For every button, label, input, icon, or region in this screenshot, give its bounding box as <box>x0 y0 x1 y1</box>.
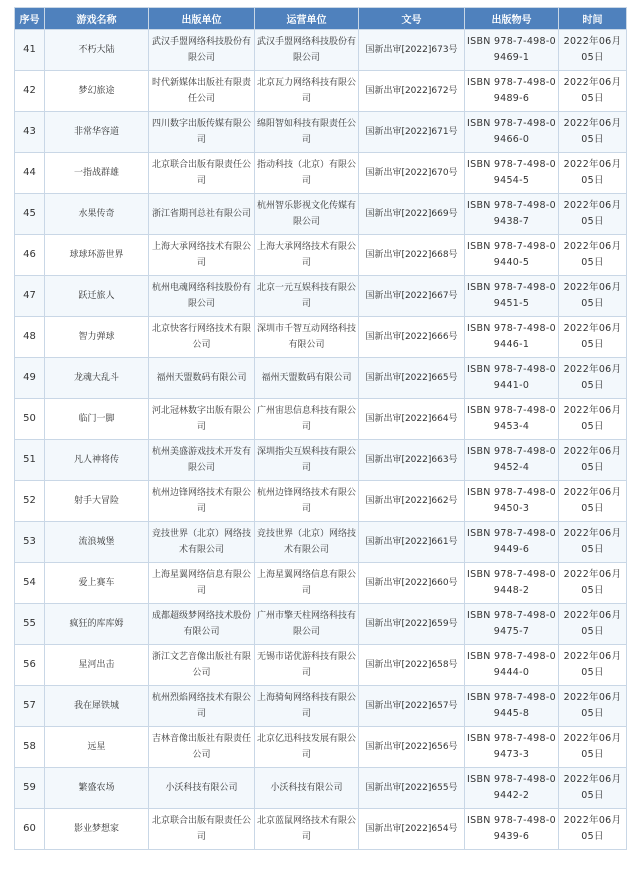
cell-isbn: ISBN 978-7-498-09489-6 <box>465 71 559 112</box>
cell-isbn: ISBN 978-7-498-09469-1 <box>465 30 559 71</box>
cell-serial-number: 44 <box>15 153 45 194</box>
cell-operator: 上海星翼网络信息有限公司 <box>255 563 359 604</box>
cell-serial-number: 57 <box>15 686 45 727</box>
cell-operator: 杭州智乐影视文化传媒有限公司 <box>255 194 359 235</box>
cell-approval-number: 国新出审[2022]658号 <box>359 645 465 686</box>
cell-date: 2022年06月05日 <box>559 727 627 768</box>
cell-operator: 武汉手盟网络科技股份有限公司 <box>255 30 359 71</box>
cell-game-name: 疯狂的库库姆 <box>45 604 149 645</box>
cell-game-name: 远星 <box>45 727 149 768</box>
header-game-name: 游戏名称 <box>45 8 149 30</box>
cell-serial-number: 42 <box>15 71 45 112</box>
cell-isbn: ISBN 978-7-498-09440-5 <box>465 235 559 276</box>
cell-isbn: ISBN 978-7-498-09475-7 <box>465 604 559 645</box>
table-row <box>15 563 627 604</box>
cell-date: 2022年06月05日 <box>559 112 627 153</box>
cell-isbn: ISBN 978-7-498-09451-5 <box>465 276 559 317</box>
cell-game-name: 影业梦想家 <box>45 809 149 850</box>
cell-publisher: 杭州电魂网络科技股份有限公司 <box>149 276 255 317</box>
cell-game-name: 不朽大陆 <box>45 30 149 71</box>
cell-operator: 深圳指尖互娱科技有限公司 <box>255 440 359 481</box>
cell-operator: 北京亿迅科技发展有限公司 <box>255 727 359 768</box>
game-approval-table <box>14 7 627 850</box>
header-serial-number: 序号 <box>15 8 45 30</box>
cell-serial-number: 54 <box>15 563 45 604</box>
table-row <box>15 686 627 727</box>
header-publisher: 出版单位 <box>149 8 255 30</box>
cell-serial-number: 55 <box>15 604 45 645</box>
cell-game-name: 一指战群雄 <box>45 153 149 194</box>
table-row <box>15 727 627 768</box>
cell-date: 2022年06月05日 <box>559 481 627 522</box>
cell-approval-number: 国新出审[2022]664号 <box>359 399 465 440</box>
cell-publisher: 吉林音像出版社有限责任公司 <box>149 727 255 768</box>
cell-operator: 北京瓦力网络科技有限公司 <box>255 71 359 112</box>
cell-date: 2022年06月05日 <box>559 317 627 358</box>
header-operator: 运营单位 <box>255 8 359 30</box>
table-row <box>15 481 627 522</box>
table-row <box>15 112 627 153</box>
game-approval-table-wrapper <box>14 7 626 850</box>
header-isbn: 出版物号 <box>465 8 559 30</box>
cell-serial-number: 59 <box>15 768 45 809</box>
cell-isbn: ISBN 978-7-498-09446-1 <box>465 317 559 358</box>
cell-game-name: 星河出击 <box>45 645 149 686</box>
cell-game-name: 梦幻旅途 <box>45 71 149 112</box>
cell-operator: 绵阳智如科技有限责任公司 <box>255 112 359 153</box>
cell-date: 2022年06月05日 <box>559 440 627 481</box>
cell-date: 2022年06月05日 <box>559 686 627 727</box>
table-row <box>15 317 627 358</box>
cell-game-name: 智力弹球 <box>45 317 149 358</box>
table-row <box>15 440 627 481</box>
table-row <box>15 399 627 440</box>
cell-game-name: 水果传奇 <box>45 194 149 235</box>
cell-operator: 北京蓝鼠网络技术有限公司 <box>255 809 359 850</box>
cell-operator: 上海大承网络技术有限公司 <box>255 235 359 276</box>
table-row <box>15 768 627 809</box>
cell-isbn: ISBN 978-7-498-09450-3 <box>465 481 559 522</box>
cell-approval-number: 国新出审[2022]672号 <box>359 71 465 112</box>
cell-serial-number: 50 <box>15 399 45 440</box>
cell-serial-number: 52 <box>15 481 45 522</box>
cell-approval-number: 国新出审[2022]654号 <box>359 809 465 850</box>
cell-game-name: 流浪城堡 <box>45 522 149 563</box>
cell-date: 2022年06月05日 <box>559 153 627 194</box>
cell-approval-number: 国新出审[2022]665号 <box>359 358 465 399</box>
cell-publisher: 北京联合出版有限责任公司 <box>149 153 255 194</box>
cell-isbn: ISBN 978-7-498-09453-4 <box>465 399 559 440</box>
cell-game-name: 球球环游世界 <box>45 235 149 276</box>
cell-operator: 深圳市千智互动网络科技有限公司 <box>255 317 359 358</box>
cell-date: 2022年06月05日 <box>559 563 627 604</box>
cell-publisher: 竞技世界（北京）网络技术有限公司 <box>149 522 255 563</box>
table-row <box>15 522 627 563</box>
table-body <box>15 30 627 850</box>
cell-publisher: 成都超级梦网络技术股份有限公司 <box>149 604 255 645</box>
cell-publisher: 浙江省期刊总社有限公司 <box>149 194 255 235</box>
cell-date: 2022年06月05日 <box>559 645 627 686</box>
cell-isbn: ISBN 978-7-498-09448-2 <box>465 563 559 604</box>
cell-publisher: 小沃科技有限公司 <box>149 768 255 809</box>
cell-approval-number: 国新出审[2022]670号 <box>359 153 465 194</box>
cell-game-name: 繁盛农场 <box>45 768 149 809</box>
cell-game-name: 跃迁旅人 <box>45 276 149 317</box>
cell-approval-number: 国新出审[2022]662号 <box>359 481 465 522</box>
header-date: 时间 <box>559 8 627 30</box>
cell-approval-number: 国新出审[2022]666号 <box>359 317 465 358</box>
cell-serial-number: 46 <box>15 235 45 276</box>
cell-serial-number: 48 <box>15 317 45 358</box>
table-row <box>15 809 627 850</box>
cell-game-name: 凡人神将传 <box>45 440 149 481</box>
cell-operator: 小沃科技有限公司 <box>255 768 359 809</box>
table-row <box>15 645 627 686</box>
cell-date: 2022年06月05日 <box>559 276 627 317</box>
cell-serial-number: 51 <box>15 440 45 481</box>
cell-publisher: 武汉手盟网络科技股份有限公司 <box>149 30 255 71</box>
cell-publisher: 杭州烈焰网络技术有限公司 <box>149 686 255 727</box>
cell-serial-number: 43 <box>15 112 45 153</box>
cell-publisher: 浙江文艺音像出版社有限公司 <box>149 645 255 686</box>
cell-publisher: 四川数字出版传媒有限公司 <box>149 112 255 153</box>
cell-operator: 竞技世界（北京）网络技术有限公司 <box>255 522 359 563</box>
cell-game-name: 临门一脚 <box>45 399 149 440</box>
cell-approval-number: 国新出审[2022]655号 <box>359 768 465 809</box>
cell-approval-number: 国新出审[2022]669号 <box>359 194 465 235</box>
cell-serial-number: 60 <box>15 809 45 850</box>
cell-operator: 北京一元互娱科技有限公司 <box>255 276 359 317</box>
cell-isbn: ISBN 978-7-498-09439-6 <box>465 809 559 850</box>
cell-game-name: 射手大冒险 <box>45 481 149 522</box>
cell-date: 2022年06月05日 <box>559 235 627 276</box>
cell-operator: 无锡市诺优游科技有限公司 <box>255 645 359 686</box>
cell-game-name: 非常华容道 <box>45 112 149 153</box>
cell-approval-number: 国新出审[2022]673号 <box>359 30 465 71</box>
cell-serial-number: 41 <box>15 30 45 71</box>
cell-publisher: 时代新媒体出版社有限责任公司 <box>149 71 255 112</box>
cell-date: 2022年06月05日 <box>559 358 627 399</box>
cell-isbn: ISBN 978-7-498-09445-8 <box>465 686 559 727</box>
cell-approval-number: 国新出审[2022]659号 <box>359 604 465 645</box>
header-approval-number: 文号 <box>359 8 465 30</box>
cell-operator: 杭州边锋网络技术有限公司 <box>255 481 359 522</box>
cell-serial-number: 49 <box>15 358 45 399</box>
table-row <box>15 358 627 399</box>
cell-operator: 福州天盟数码有限公司 <box>255 358 359 399</box>
table-row <box>15 235 627 276</box>
table-row <box>15 153 627 194</box>
cell-date: 2022年06月05日 <box>559 522 627 563</box>
cell-operator: 指动科技（北京）有限公司 <box>255 153 359 194</box>
cell-isbn: ISBN 978-7-498-09454-5 <box>465 153 559 194</box>
cell-operator: 广州市擎天柱网络科技有限公司 <box>255 604 359 645</box>
cell-publisher: 上海星翼网络信息有限公司 <box>149 563 255 604</box>
cell-publisher: 北京联合出版有限责任公司 <box>149 809 255 850</box>
cell-approval-number: 国新出审[2022]656号 <box>359 727 465 768</box>
cell-serial-number: 56 <box>15 645 45 686</box>
cell-serial-number: 45 <box>15 194 45 235</box>
cell-date: 2022年06月05日 <box>559 399 627 440</box>
cell-publisher: 上海大承网络技术有限公司 <box>149 235 255 276</box>
cell-isbn: ISBN 978-7-498-09473-3 <box>465 727 559 768</box>
cell-publisher: 河北冠林数字出版有限公司 <box>149 399 255 440</box>
cell-isbn: ISBN 978-7-498-09466-0 <box>465 112 559 153</box>
table-row <box>15 71 627 112</box>
cell-publisher: 北京快客行网络技术有限公司 <box>149 317 255 358</box>
cell-date: 2022年06月05日 <box>559 809 627 850</box>
cell-date: 2022年06月05日 <box>559 768 627 809</box>
cell-serial-number: 53 <box>15 522 45 563</box>
cell-date: 2022年06月05日 <box>559 194 627 235</box>
table-row <box>15 30 627 71</box>
cell-isbn: ISBN 978-7-498-09452-4 <box>465 440 559 481</box>
cell-isbn: ISBN 978-7-498-09449-6 <box>465 522 559 563</box>
cell-approval-number: 国新出审[2022]667号 <box>359 276 465 317</box>
table-row <box>15 194 627 235</box>
cell-publisher: 杭州美盛游戏技术开发有限公司 <box>149 440 255 481</box>
cell-operator: 广州宙思信息科技有限公司 <box>255 399 359 440</box>
cell-approval-number: 国新出审[2022]663号 <box>359 440 465 481</box>
table-row <box>15 604 627 645</box>
cell-approval-number: 国新出审[2022]671号 <box>359 112 465 153</box>
cell-date: 2022年06月05日 <box>559 604 627 645</box>
cell-game-name: 龙魂大乱斗 <box>45 358 149 399</box>
table-header <box>15 8 627 30</box>
cell-publisher: 福州天盟数码有限公司 <box>149 358 255 399</box>
header-row <box>15 8 627 30</box>
cell-approval-number: 国新出审[2022]668号 <box>359 235 465 276</box>
table-row <box>15 276 627 317</box>
cell-approval-number: 国新出审[2022]660号 <box>359 563 465 604</box>
cell-approval-number: 国新出审[2022]661号 <box>359 522 465 563</box>
cell-serial-number: 47 <box>15 276 45 317</box>
cell-game-name: 爱上赛车 <box>45 563 149 604</box>
cell-date: 2022年06月05日 <box>559 71 627 112</box>
cell-isbn: ISBN 978-7-498-09438-7 <box>465 194 559 235</box>
cell-isbn: ISBN 978-7-498-09444-0 <box>465 645 559 686</box>
cell-approval-number: 国新出审[2022]657号 <box>359 686 465 727</box>
cell-publisher: 杭州边锋网络技术有限公司 <box>149 481 255 522</box>
cell-date: 2022年06月05日 <box>559 30 627 71</box>
cell-game-name: 我在犀铁城 <box>45 686 149 727</box>
cell-operator: 上海骑甸网络科技有限公司 <box>255 686 359 727</box>
cell-isbn: ISBN 978-7-498-09442-2 <box>465 768 559 809</box>
cell-serial-number: 58 <box>15 727 45 768</box>
cell-isbn: ISBN 978-7-498-09441-0 <box>465 358 559 399</box>
